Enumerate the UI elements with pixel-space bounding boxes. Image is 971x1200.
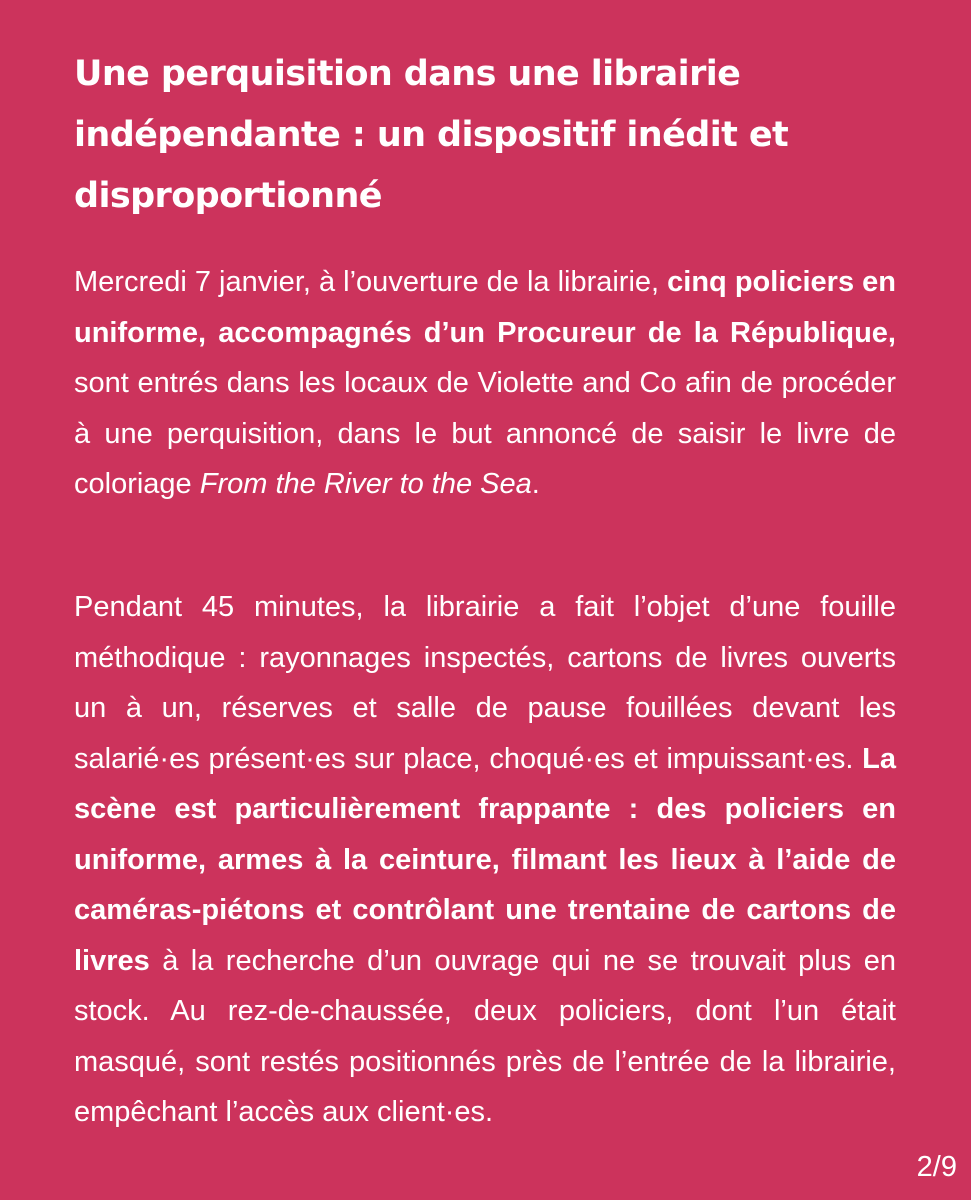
paragraph-1-text: sont entrés dans les locaux de Violette and Co afin de procéder à une perquisition, dans le but annoncé de saisir le livre de coloriage (74, 367, 896, 500)
paragraph-2-text: Pendant 45 minutes, la librairie a fait l’objet d’une fouille méthodique : rayonnages inspectés, cartons de livres ouverts un à un, réserves et salle de pause fouillées devant les salarié·es présent·es sur place, choqué·es et impuissant·es. (74, 591, 896, 775)
paragraph-2-bold: La scène est particulièrement frappante : des policiers en uniforme, armes à la ceinture, filmant les lieux à l’aide de caméras-piétons et contrôlant une trentaine de cartons de livres (74, 742, 896, 977)
paragraph-1-text: . (531, 468, 540, 500)
slide-title: Une perquisition dans une librairie indépendante : un dispositif inédit et disproportionné (74, 54, 789, 216)
page-indicator: 2/9 (916, 1151, 957, 1183)
paragraph-1-bold: cinq policiers en uniforme, accompagnés d’un Procureur de la République, (74, 266, 896, 349)
book-title: From the River to the Sea (199, 468, 532, 500)
paragraph-1 (74, 257, 896, 510)
paragraph-1-text: Mercredi 7 janvier, à l’ouverture de la librairie, (74, 266, 668, 298)
paragraph-2 (74, 582, 896, 1138)
paragraph-2-text: à la recherche d’un ouvrage qui ne se trouvait plus en stock. Au rez-de-chaussée, deux policiers, dont l’un était masqué, sont restés positionnés près de l’entrée de la librairie, empêchant l’accès aux client·es. (74, 944, 896, 1128)
